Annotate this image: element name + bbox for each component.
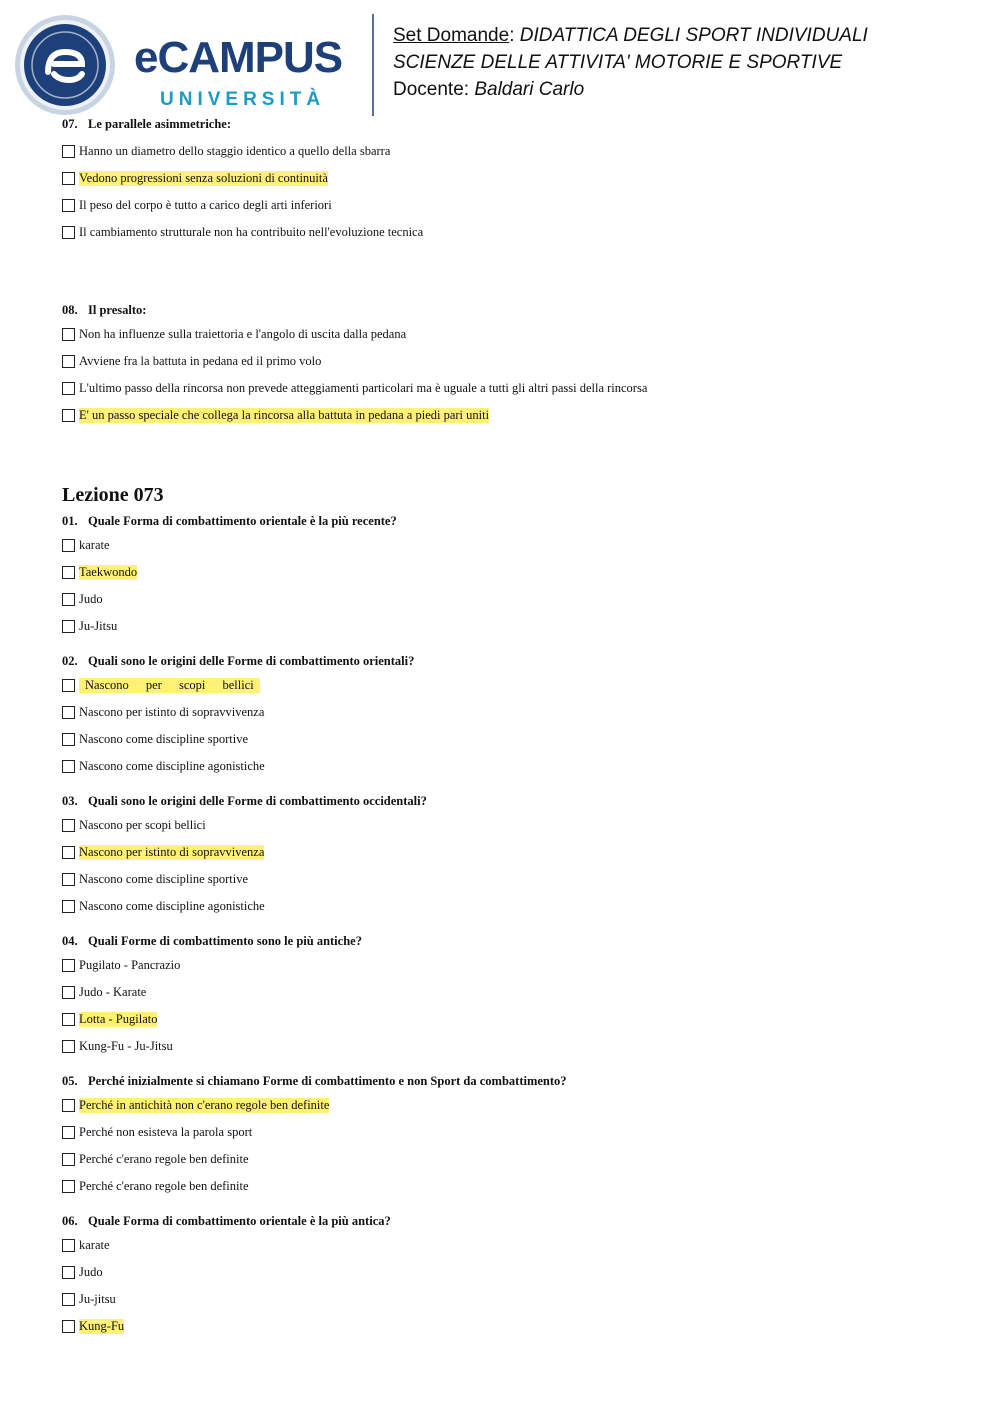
checkbox[interactable] (62, 1239, 75, 1252)
answer-option-correct[interactable]: Nascono per istinto di sopravvivenza (62, 839, 962, 866)
teacher-line (393, 76, 868, 103)
checkbox[interactable] (62, 1293, 75, 1306)
answer-option[interactable]: Pugilato - Pancrazio (62, 952, 962, 979)
checkbox[interactable] (62, 1099, 75, 1112)
checkbox[interactable] (62, 1126, 75, 1139)
answer-option[interactable]: Nascono per istinto di sopravvivenza (62, 699, 962, 726)
answer-option[interactable]: Hanno un diametro dello staggio identico a quello della sbarra (62, 138, 962, 165)
question-block (62, 513, 962, 640)
set-label: Set Domande (393, 25, 510, 46)
question-title: 04. Quali Forme di combattimento sono le più antiche? (62, 934, 362, 948)
checkbox[interactable] (62, 1320, 75, 1333)
checkbox[interactable] (62, 328, 75, 341)
answer-option[interactable]: Judo (62, 586, 962, 613)
checkbox[interactable] (62, 986, 75, 999)
question-title: 08. Il presalto: (62, 303, 147, 317)
question-title: 07. Le parallele asimmetriche: (62, 117, 232, 131)
question-title: 01. Quale Forma di combattimento orientale è la più recente? (62, 514, 397, 528)
checkbox[interactable] (62, 733, 75, 746)
checkbox[interactable] (62, 760, 75, 773)
question-title: 03. Quali sono le origini delle Forme di combattimento occidentali? (62, 794, 427, 808)
answer-option[interactable]: Il peso del corpo è tutto a carico degli arti inferiori (62, 192, 962, 219)
course-name: DIDATTICA DEGLI SPORT INDIVIDUALI (519, 25, 868, 46)
answer-option[interactable]: karate (62, 1232, 962, 1259)
checkbox[interactable] (62, 355, 75, 368)
checkbox[interactable] (62, 873, 75, 886)
checkbox[interactable] (62, 226, 75, 239)
answer-option[interactable]: Perché c'erano regole ben definite (62, 1173, 962, 1200)
answer-option[interactable]: Nascono come discipline sportive (62, 866, 962, 893)
answer-option[interactable]: Il cambiamento strutturale non ha contribuito nell'evoluzione tecnica (62, 219, 962, 246)
question-block (62, 116, 962, 246)
university-seal-icon (14, 14, 116, 116)
question-title: 05. Perché inizialmente si chiamano Forme di combattimento e non Sport da combattimento? (62, 1074, 567, 1088)
checkbox[interactable] (62, 1040, 75, 1053)
checkbox[interactable] (62, 145, 75, 158)
answer-option[interactable]: Perché non esisteva la parola sport (62, 1119, 962, 1146)
logo-wordmark: eCAMPUS (134, 33, 343, 82)
answer-option-correct[interactable]: Lotta - Pugilato (62, 1006, 962, 1033)
answer-option[interactable]: Perché c'erano regole ben definite (62, 1146, 962, 1173)
checkbox[interactable] (62, 1153, 75, 1166)
checkbox[interactable] (62, 382, 75, 395)
lesson-title: Lezione 073 (62, 484, 164, 506)
question-block (62, 653, 962, 780)
checkbox[interactable] (62, 409, 75, 422)
question-block (62, 933, 962, 1060)
checkbox[interactable] (62, 959, 75, 972)
answer-option-correct[interactable]: Perché in antichità non c'erano regole ben definite (62, 1092, 962, 1119)
answer-option[interactable]: Avviene fra la battuta in pedana ed il primo volo (62, 348, 962, 375)
checkbox[interactable] (62, 706, 75, 719)
ecampus-logo (14, 14, 359, 114)
answer-option[interactable]: Nascono come discipline sportive (62, 726, 962, 753)
checkbox[interactable] (62, 846, 75, 859)
question-content (62, 116, 962, 1340)
question-block (62, 302, 962, 429)
answer-option[interactable]: Ju-jitsu (62, 1286, 962, 1313)
checkbox[interactable] (62, 172, 75, 185)
question-block (62, 793, 962, 920)
checkbox[interactable] (62, 900, 75, 913)
checkbox[interactable] (62, 819, 75, 832)
answer-option[interactable]: Ju-Jitsu (62, 613, 962, 640)
question-block (62, 1073, 962, 1200)
answer-option[interactable]: Kung-Fu - Ju-Jitsu (62, 1033, 962, 1060)
checkbox[interactable] (62, 1013, 75, 1026)
answer-option-correct[interactable]: Vedono progressioni senza soluzioni di continuità (62, 165, 962, 192)
header-divider (372, 14, 374, 116)
checkbox[interactable] (62, 1180, 75, 1193)
answer-option[interactable]: Judo (62, 1259, 962, 1286)
header-info (393, 22, 868, 103)
answer-option-correct[interactable]: Taekwondo (62, 559, 962, 586)
answer-option-correct[interactable]: E' un passo speciale che collega la rincorsa alla battuta in pedana a piedi pari uniti (62, 402, 962, 429)
answer-option-correct[interactable]: Kung-Fu (62, 1313, 962, 1340)
answer-option[interactable]: Judo - Karate (62, 979, 962, 1006)
checkbox[interactable] (62, 1266, 75, 1279)
teacher-label: Docente: (393, 79, 470, 100)
course-line-1: Set Domande: DIDATTICA DEGLI SPORT INDIVIDUALI (393, 25, 868, 46)
checkbox[interactable] (62, 679, 75, 692)
answer-option[interactable]: Nascono come discipline agonistiche (62, 893, 962, 920)
course-line-2: SCIENZE DELLE ATTIVITA' MOTORIE E SPORTIVE (393, 52, 843, 73)
answer-option[interactable]: karate (62, 532, 962, 559)
teacher-name: Baldari Carlo (474, 79, 585, 100)
checkbox[interactable] (62, 539, 75, 552)
checkbox[interactable] (62, 199, 75, 212)
question-title: 06. Quale Forma di combattimento orientale è la più antica? (62, 1214, 391, 1228)
question-title: 02. Quali sono le origini delle Forme di combattimento orientali? (62, 654, 415, 668)
logo-subtitle: UNIVERSITÀ (160, 89, 326, 110)
answer-option[interactable]: Non ha influenze sulla traiettoria e l'angolo di uscita dalla pedana (62, 321, 962, 348)
checkbox[interactable] (62, 593, 75, 606)
answer-option[interactable]: Nascono come discipline agonistiche (62, 753, 962, 780)
question-block (62, 1213, 962, 1340)
answer-option[interactable]: L'ultimo passo della rincorsa non prevede atteggiamenti particolari ma è uguale a tutti gli altri passi della rincorsa (62, 375, 962, 402)
checkbox[interactable] (62, 566, 75, 579)
answer-option-correct[interactable]: Nascono per scopi bellici (62, 672, 962, 699)
checkbox[interactable] (62, 620, 75, 633)
answer-option[interactable]: Nascono per scopi bellici (62, 812, 962, 839)
